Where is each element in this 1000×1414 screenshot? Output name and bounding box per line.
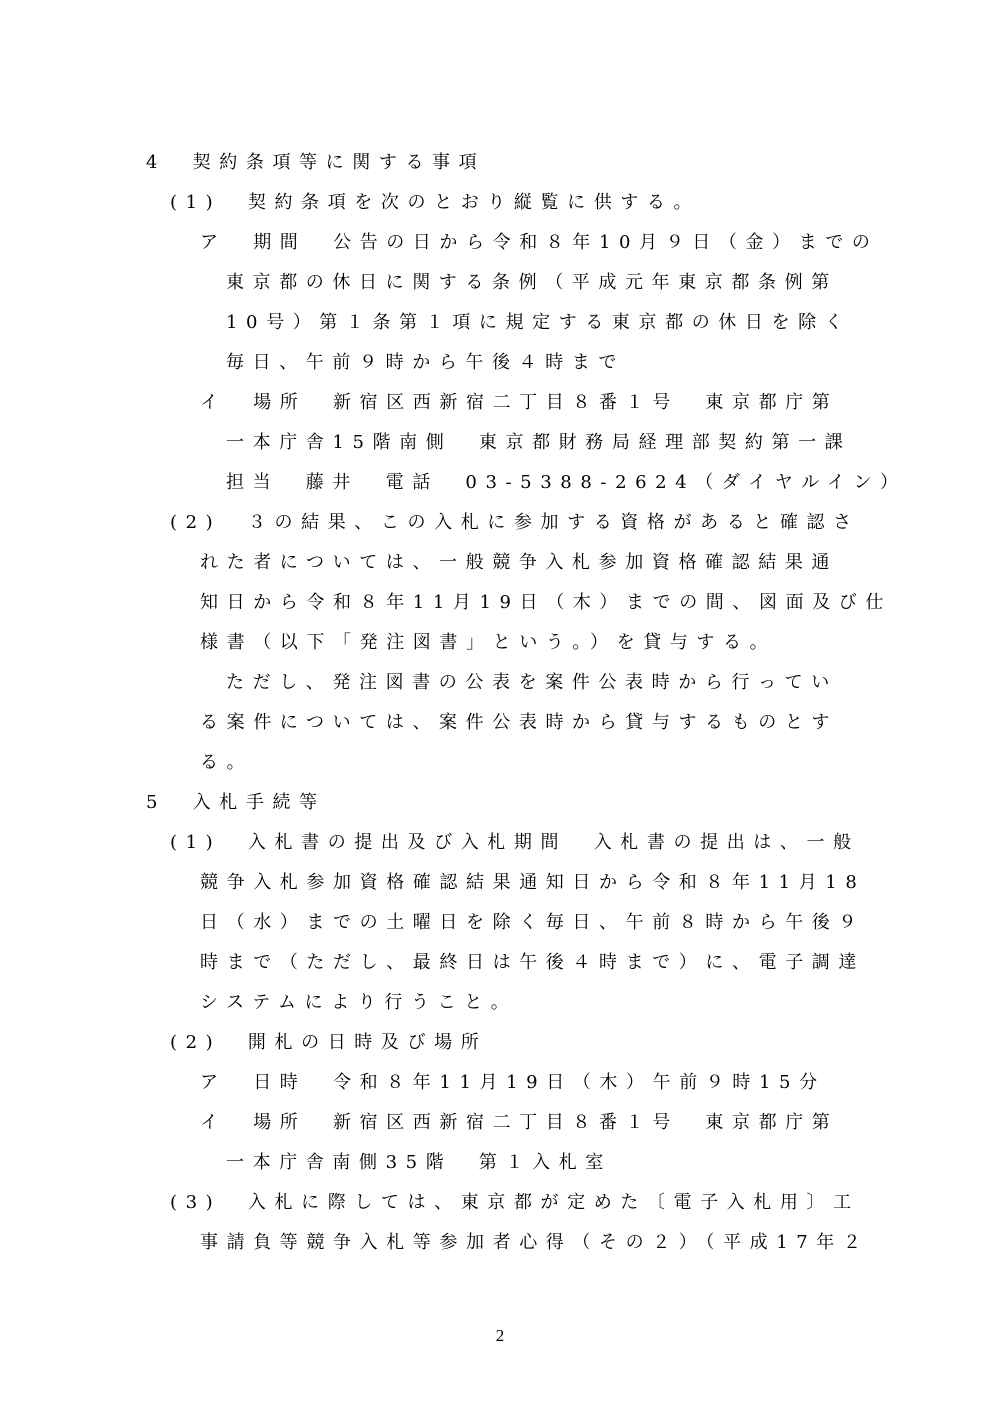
paragraph-line: 10号）第１条第１項に規定する東京都の休日を除く <box>226 312 852 333</box>
paragraph-line: 知日から令和８年11月19日（木）までの間、図面及び仕 <box>200 592 893 613</box>
paragraph-line: 毎日、午前９時から午後４時まで <box>226 352 625 373</box>
paragraph-line: (1) 入札書の提出及び入札期間 入札書の提出は、一般 <box>170 832 860 853</box>
paragraph-line: システムにより行うこと。 <box>200 992 518 1013</box>
paragraph-line: イ 場所 新宿区西新宿二丁目８番１号 東京都庁第 <box>200 392 839 413</box>
paragraph-line: 東京都の休日に関する条例（平成元年東京都条例第 <box>226 272 838 293</box>
paragraph-line: 事請負等競争入札等参加者心得（その２）（平成17年２ <box>200 1232 870 1253</box>
paragraph-line: 時まで（ただし、最終日は午後４時まで）に、電子調達 <box>200 952 865 973</box>
paragraph-line: る案件については、案件公表時から貸与するものとす <box>200 712 839 733</box>
section-heading-4: 4 契約条項等に関する事項 <box>146 152 486 173</box>
paragraph-line: る。 <box>200 752 254 773</box>
paragraph-line: 担当 藤井 電話 03-5388-2624（ダイヤルイン） <box>226 472 907 493</box>
paragraph-line: (1) 契約条項を次のとおり縦覧に供する。 <box>170 192 701 213</box>
paragraph-line: (3) 入札に際しては、東京都が定めた〔電子入札用〕工 <box>170 1192 860 1213</box>
section-heading-5: 5 入札手続等 <box>146 792 326 813</box>
paragraph-line: ただし、発注図書の公表を案件公表時から行ってい <box>226 672 838 693</box>
page-number: 2 <box>495 1326 505 1345</box>
paragraph-line: れた者については、一般競争入札参加資格確認結果通 <box>200 552 839 573</box>
paragraph-line: 様書（以下「発注図書」という。）を貸与する。 <box>200 632 777 653</box>
paragraph-line: ア 期間 公告の日から令和８年10月９日（金）までの <box>200 232 879 253</box>
paragraph-line: (2) ３の結果、この入札に参加する資格があると確認さ <box>170 512 860 533</box>
paragraph-line: ア 日時 令和８年11月19日（木）午前９時15分 <box>200 1072 826 1093</box>
paragraph-line: 一本庁舎南側35階 第１入札室 <box>226 1152 612 1173</box>
paragraph-line: 日（水）までの土曜日を除く毎日、午前８時から午後９ <box>200 912 865 933</box>
paragraph-line: (2) 開札の日時及び場所 <box>170 1032 488 1053</box>
paragraph-line: イ 場所 新宿区西新宿二丁目８番１号 東京都庁第 <box>200 1112 839 1133</box>
paragraph-line: 競争入札参加資格確認結果通知日から令和８年11月18 <box>200 872 866 893</box>
paragraph-line: 一本庁舎15階南側 東京都財務局経理部契約第一課 <box>226 432 852 453</box>
